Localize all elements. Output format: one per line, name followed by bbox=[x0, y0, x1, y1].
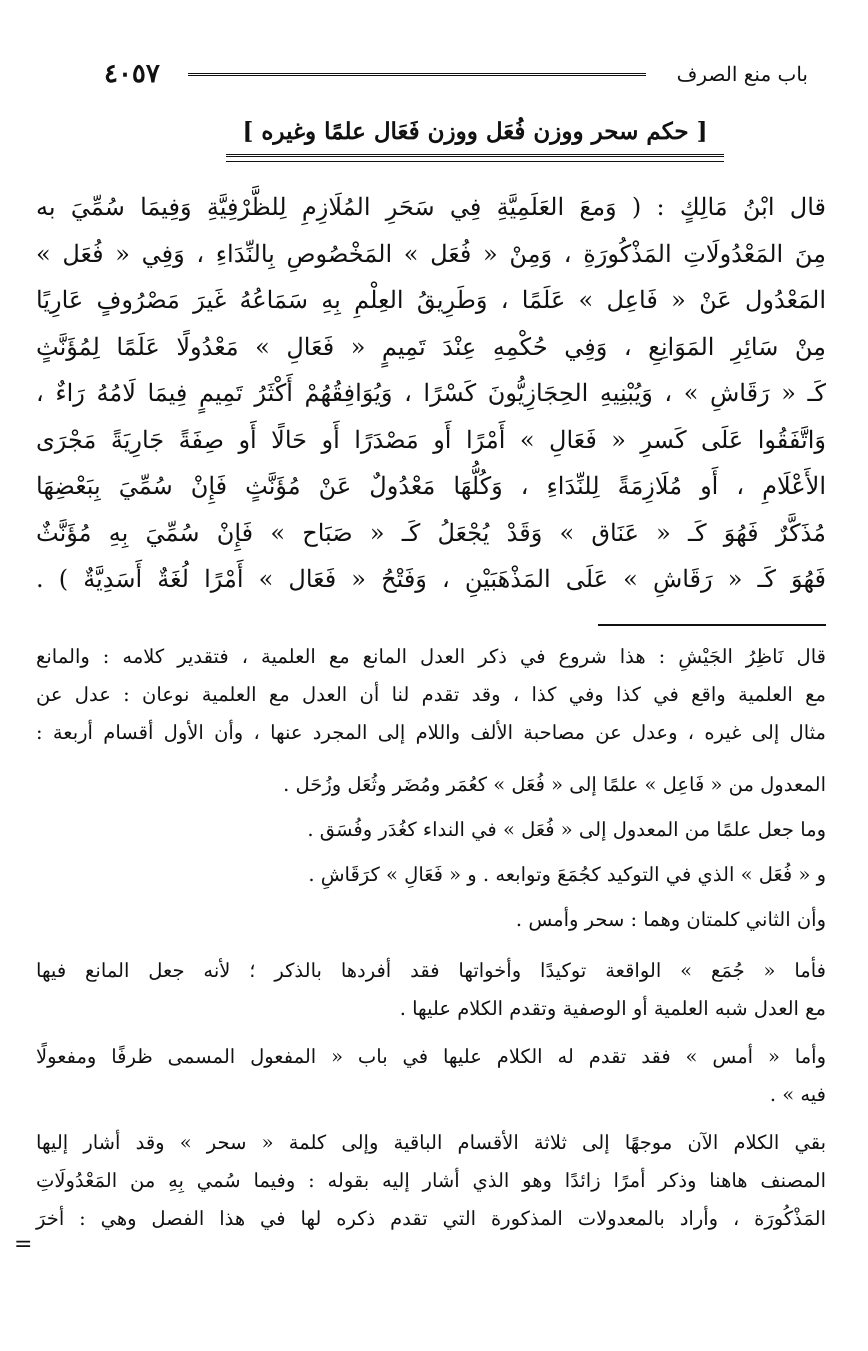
matn-line: مِنَ المَعْدُولَاتِ المَذْكُورَةِ ، وَمِنْ « فُعَل » المَخْصُوصِ بِالنِّدَاءِ ، وَفِي « فُعَل » bbox=[36, 239, 827, 268]
sharh-paragraph bbox=[36, 638, 826, 752]
sharh-line: فيه » . bbox=[769, 1083, 826, 1106]
sharh-line: قال نَاظِرُ الجَيْشِ : هذا شروع في ذكر العدل المانع مع العلمية ، فتقدير كلامه : والمانع bbox=[36, 645, 826, 668]
matn-text bbox=[36, 184, 826, 603]
spacer bbox=[36, 1114, 826, 1124]
spacer bbox=[36, 942, 826, 952]
spacer bbox=[36, 1028, 826, 1038]
sharh-text bbox=[36, 638, 826, 1238]
continuation-mark: = bbox=[14, 1232, 33, 1257]
section-heading-text: [ حكم سحر ووزن فُعَل ووزن فَعَال علمًا وغيره ] bbox=[242, 118, 708, 145]
header-rule bbox=[188, 73, 646, 76]
matn-line: فَهُوَ كَـ « رَقَاشِ » عَلَى المَذْهَبَيْنِ ، وَفَتْحُ « فَعَال » أَمْرًا لُغَةٌ أَسَدِيَّةٌ ) . bbox=[36, 565, 826, 593]
matn-line: كَـ « رَقَاشِ » ، وَيُبْنِيهِ الحِجَازِيُّونَ كَسْرًا ، وَيُوَافِقُهُمْ أَكْثَرُ تَمِيمٍ فِيمَا لَامُهُ رَاءٌ ، bbox=[36, 379, 826, 407]
sharh-paragraph bbox=[36, 952, 826, 1028]
sharh-line: مع العدل شبه العلمية أو الوصفية وتقدم الكلام عليها . bbox=[399, 997, 826, 1020]
section-heading bbox=[226, 112, 724, 162]
sharh-paragraph bbox=[36, 1124, 826, 1238]
running-header bbox=[104, 56, 808, 92]
sharh-line: مع العلمية واقع في كذا وفي كذا ، وقد تقدم لنا أن العدل مع العلمية نوعان : عدل عن bbox=[36, 683, 826, 706]
sharh-line: فأما « جُمَع » الواقعة توكيدًا وأخواتها فقد أفردها بالذكر ؛ لأنه جعل المانع فيها bbox=[36, 959, 826, 982]
matn-line: مُذَكَّرٌ فَهُوَ كَـ « عَنَاق » وَقَدْ يُجْعَلُ كَـ « صَبَاح » فَإِنْ سُمِّيَ بِهِ مُؤَنَّثٌ bbox=[36, 518, 826, 547]
list-item: وما جعل علمًا من المعدول إلى « فُعَل » في النداء كغُدَر وفُسَق . bbox=[307, 818, 826, 841]
sharh-line: مثال إلى غيره ، وعدل عن مصاحبة الألف واللام إلى المجرد عنها ، وأن الأول أقسام أربعة : bbox=[36, 721, 826, 744]
sharh-paragraph bbox=[36, 1038, 826, 1114]
sharh-line: المَذْكُورَة ، وأراد بالمعدولات المذكورة التي تقدم ذكره لها في هذا الفصل وهي : أخرَ bbox=[36, 1207, 826, 1230]
sharh-line: المصنف هاهنا وذكر أمرًا زائدًا وهو الذي أشار إليه بقوله : وفيما سُمي بِهِ من المَعْدُولَاتِ bbox=[36, 1169, 826, 1192]
matn-line: مِنْ سَائِرِ المَوَانِعِ ، وَفِي حُكْمِهِ عِنْدَ تَمِيمٍ « فَعَالِ » مَعْدُولًا عَلَمًا لِمُؤَنَّثٍ bbox=[36, 332, 826, 361]
matn-line: المَعْدُول عَنْ « فَاعِل » عَلَمًا ، وَطَرِيقُ العِلْمِ بِهِ سَمَاعُهُ غَيرَ مَصْرُوفٍ عَارِيًا bbox=[36, 286, 826, 314]
spacer bbox=[36, 752, 826, 762]
section-heading-underline bbox=[226, 154, 724, 162]
sharh-line: بقي الكلام الآن موجهًا إلى ثلاثة الأقسام الباقية وإلى كلمة « سحر » وقد أشار إليها bbox=[36, 1131, 826, 1154]
matn-sharh-divider bbox=[598, 624, 826, 626]
list-item: وأن الثاني كلمتان وهما : سحر وأمس . bbox=[515, 908, 826, 931]
list-item: و « فُعَل » الذي في التوكيد كجُمَعَ وتوابعه . و « فَعَالِ » كرَقَاشِ . bbox=[308, 863, 826, 886]
sharh-line: وأما « أمس » فقد تقدم له الكلام عليها في باب « المفعول المسمى ظرفًا ومفعولًا bbox=[36, 1045, 826, 1068]
matn-line: قال ابْنُ مَالِكٍ : ( وَمعَ العَلَمِيَّةِ فِي سَحَرِ المُلَازِمِ لِلظَّرْفِيَّةِ وَفِيمَا سُمِّيَ به bbox=[36, 193, 826, 221]
matn-line: وَاتَّفَقُوا عَلَى كَسرِ « فَعَالِ » أَمْرًا أَو مَصْدَرًا أَو حَالًا أَو صِفَةً جَارِيَةً مَجْرَى bbox=[36, 425, 826, 454]
list-item: المعدول من « فَاعِل » علمًا إلى « فُعَل » كعُمَر ومُضَر وثُعَل وزُحَل . bbox=[283, 773, 826, 796]
page-number: ٤٠٥٧ bbox=[104, 59, 160, 89]
matn-line: الأَعْلَامِ ، أَو مُلَازِمَةً لِلنِّدَاءِ ، وَكُلُّهَا مَعْدُولٌ عَنْ مُؤَنَّثٍ فَإِنْ سُمِّيَ بِبَعْضِهَا bbox=[36, 472, 826, 500]
chapter-title: باب منع الصرف bbox=[676, 62, 808, 86]
